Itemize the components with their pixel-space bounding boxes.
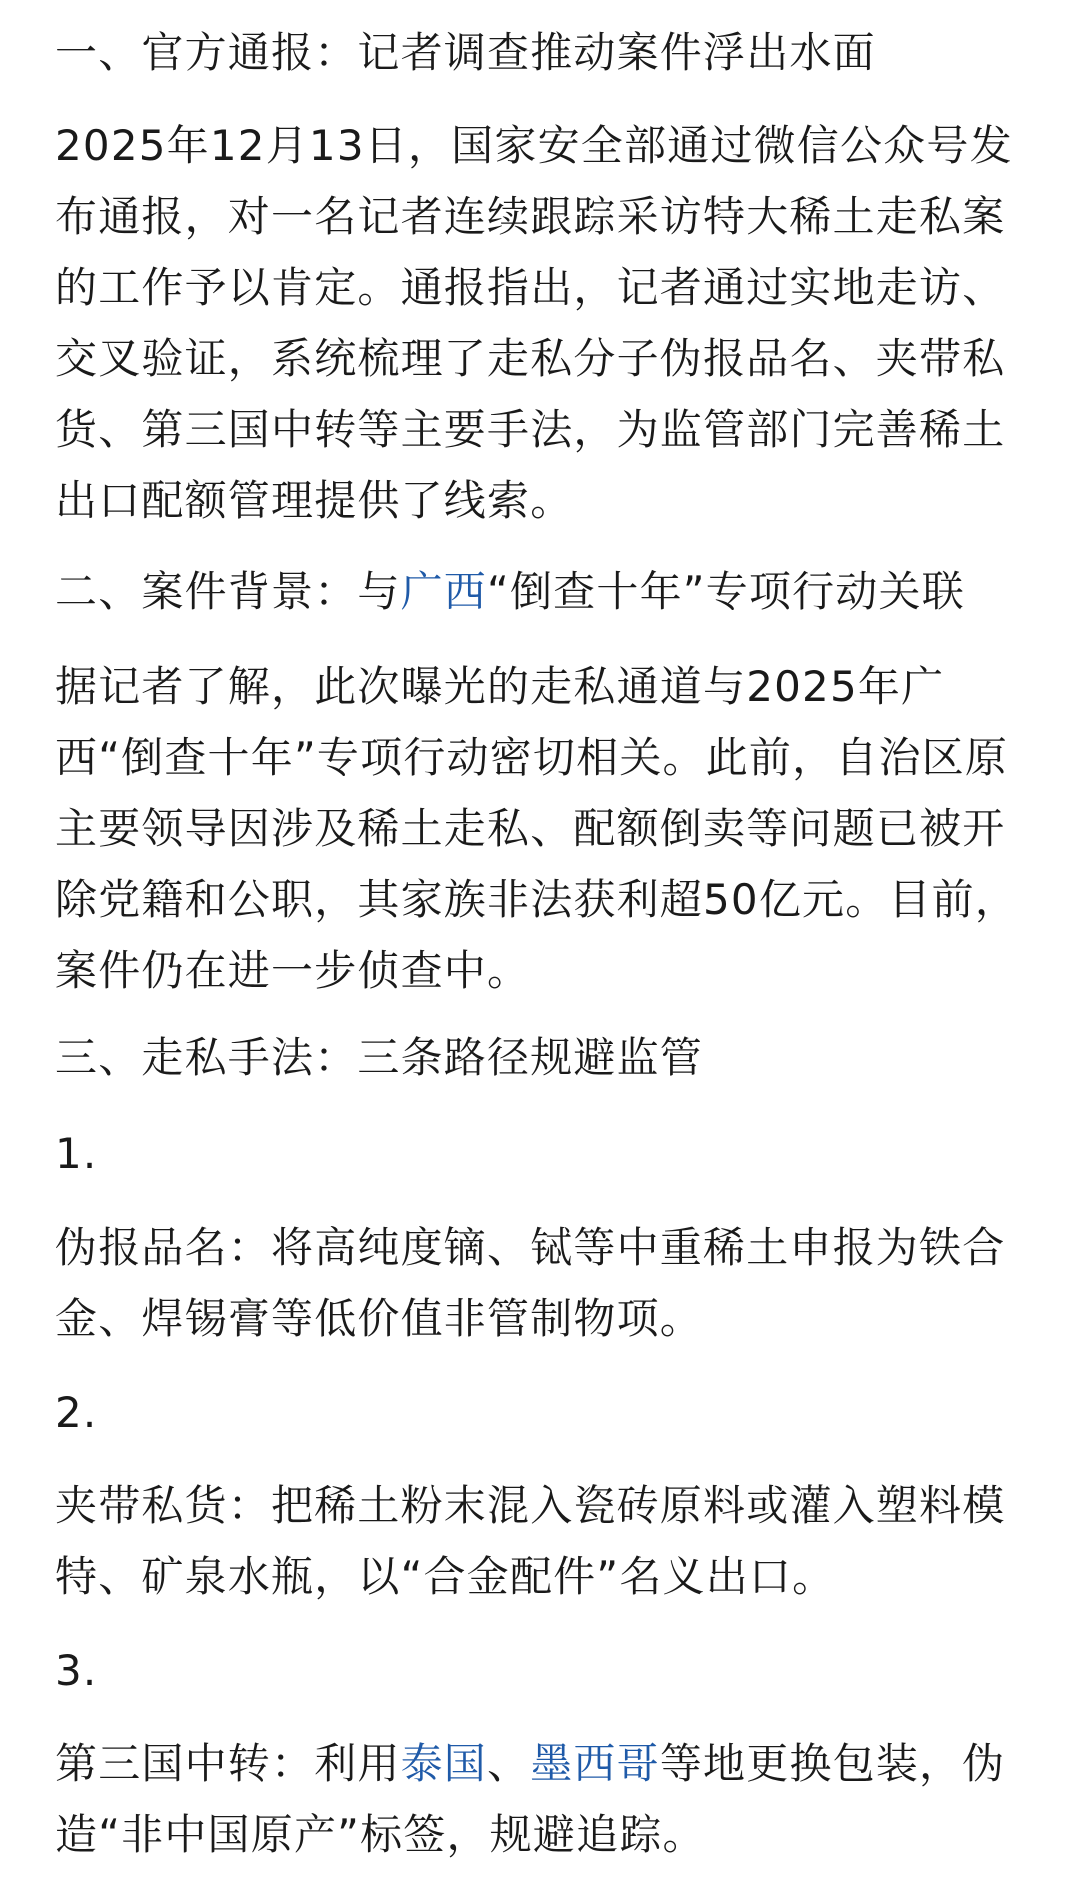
- section-heading-2: [55, 557, 1040, 627]
- guangxi-link[interactable]: 广西: [400, 567, 488, 616]
- list-item-1: [55, 1212, 1040, 1354]
- list-item-3-separator: 、: [487, 1739, 531, 1788]
- list-item-3-suffix: 等地更换包装，伪造“非中国原产”标签，规避追踪。: [55, 1739, 1006, 1859]
- list-item-2-text: 夹带私货：把稀土粉末混入瓷砖原料或灌入塑料模特、矿泉水瓶，以“合金配件”名义出口。: [55, 1481, 1006, 1601]
- list-item-2: [55, 1470, 1040, 1612]
- list-number-1: [55, 1118, 1040, 1189]
- paragraph-case-background-text: 据记者了解，此次曝光的走私通道与2025年广西“倒查十年”专项行动密切相关。此前，自治区原主要领导因涉及稀土走私、配额倒卖等问题已被开除党籍和公职，其家族非法获利超50亿元。目前，案件仍在进一步侦查中。: [55, 662, 1019, 995]
- list-number-3-text: 3.: [55, 1646, 98, 1695]
- list-item-3-prefix: 第三国中转：利用: [55, 1739, 401, 1788]
- section-heading-2-suffix: “倒查十年”专项行动关联: [487, 567, 965, 616]
- list-number-2: [55, 1377, 1040, 1448]
- list-item-3: [55, 1728, 1040, 1870]
- paragraph-case-background: [55, 651, 1040, 1006]
- section-heading-3: [55, 1023, 1040, 1093]
- section-heading-1: [55, 18, 1040, 88]
- mexico-link[interactable]: 墨西哥: [530, 1739, 660, 1788]
- paragraph-official-report: [55, 110, 1040, 536]
- list-number-3: [55, 1635, 1040, 1706]
- paragraph-official-report-text: 2025年12月13日，国家安全部通过微信公众号发布通报，对一名记者连续跟踪采访特大稀土走私案的工作予以肯定。通报指出，记者通过实地走访、交叉验证，系统梳理了走私分子伪报品名、夹带私货、第三国中转等主要手法，为监管部门完善稀土出口配额管理提供了线索。: [55, 121, 1013, 525]
- list-item-1-text: 伪报品名：将高纯度镝、铽等中重稀土申报为铁合金、焊锡膏等低价值非管制物项。: [55, 1223, 1006, 1343]
- section-heading-3-text: 三、走私手法：三条路径规避监管: [55, 1033, 704, 1082]
- thailand-link[interactable]: 泰国: [400, 1739, 488, 1788]
- list-number-2-text: 2.: [55, 1388, 98, 1437]
- section-heading-1-text: 一、官方通报：记者调查推动案件浮出水面: [55, 28, 876, 77]
- section-heading-2-prefix: 二、案件背景：与: [55, 567, 401, 616]
- list-number-1-text: 1.: [55, 1129, 98, 1178]
